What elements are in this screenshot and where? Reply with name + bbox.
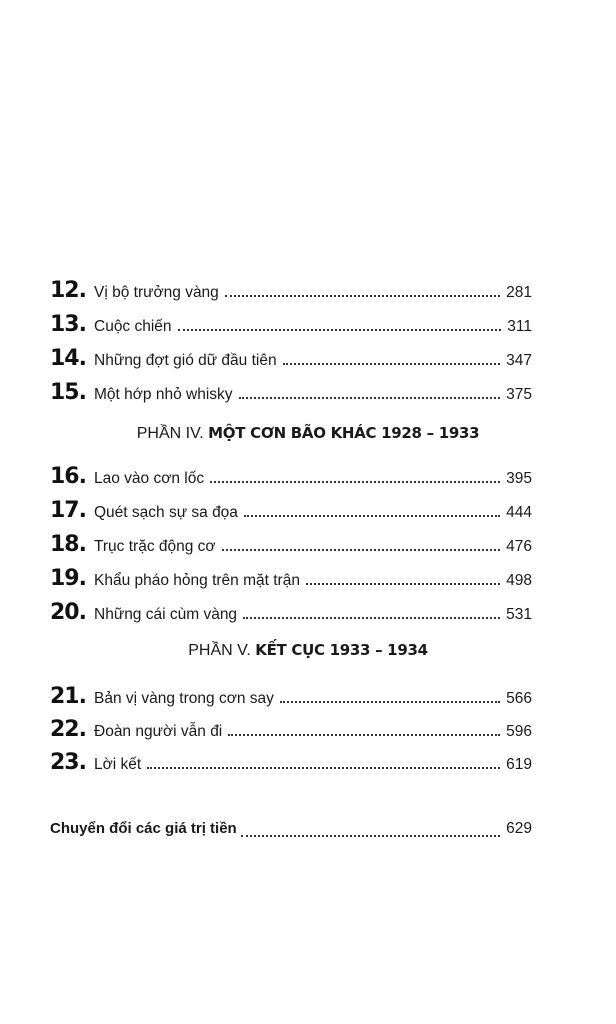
dot-leader xyxy=(280,701,500,703)
toc-entry-18[interactable] xyxy=(50,532,532,560)
toc-entry-17[interactable] xyxy=(50,498,532,526)
chapter-number: 19. xyxy=(50,566,86,591)
toc-entry-16[interactable] xyxy=(50,464,532,492)
dot-leader xyxy=(178,329,502,331)
dot-leader xyxy=(243,617,500,619)
chapter-title: Trục trặc động cơ xyxy=(94,538,216,555)
toc-entry-22[interactable] xyxy=(50,717,532,745)
chapter-title: Cuộc chiến xyxy=(94,318,172,335)
chapter-number: 16. xyxy=(50,464,86,489)
chapter-title: Vị bộ trưởng vàng xyxy=(94,284,219,301)
page-number: 566 xyxy=(506,690,532,707)
dot-leader xyxy=(239,397,501,399)
page-number: 596 xyxy=(506,723,532,740)
page-number: 629 xyxy=(506,820,532,837)
page-number: 281 xyxy=(506,284,532,301)
page-number: 311 xyxy=(507,318,532,335)
chapter-number: 18. xyxy=(50,532,86,557)
part-prefix: PHẦN IV. xyxy=(136,425,204,442)
chapter-title: Những đợt gió dữ đầu tiên xyxy=(94,352,277,369)
toc-entry-12[interactable] xyxy=(50,278,532,306)
chapter-title: Lao vào cơn lốc xyxy=(94,470,205,487)
chapter-title: Đoàn người vẫn đi xyxy=(94,723,223,740)
dot-leader xyxy=(225,295,500,297)
dot-leader xyxy=(244,515,500,517)
dot-leader xyxy=(228,734,500,736)
chapter-title: Những cái cùm vàng xyxy=(94,606,238,623)
toc-entry-appendix[interactable] xyxy=(50,820,532,846)
toc-entry-19[interactable] xyxy=(50,566,532,594)
chapter-number: 22. xyxy=(50,717,86,742)
chapter-number: 15. xyxy=(50,380,86,405)
chapter-title: Bản vị vàng trong cơn say xyxy=(94,690,274,707)
dot-leader xyxy=(147,767,500,769)
dot-leader xyxy=(306,583,500,585)
chapter-number: 17. xyxy=(50,498,86,523)
dot-leader xyxy=(283,363,501,365)
page-number: 619 xyxy=(506,756,532,773)
chapter-number: 21. xyxy=(50,684,86,709)
toc-entry-14[interactable] xyxy=(50,346,532,374)
chapter-title: Một hớp nhỏ whisky xyxy=(94,386,233,403)
dot-leader xyxy=(222,549,501,551)
page-number: 531 xyxy=(506,606,532,623)
page-number: 395 xyxy=(506,470,532,487)
page-number: 498 xyxy=(506,572,532,589)
chapter-number: 20. xyxy=(50,600,86,625)
part-title: MỘT CƠN BÃO KHÁC 1928 – 1933 xyxy=(208,424,480,442)
dot-leader xyxy=(210,481,500,483)
chapter-title: Quét sạch sự sa đọa xyxy=(94,504,238,521)
chapter-title: Khẩu pháo hỏng trên mặt trận xyxy=(94,572,300,589)
toc-entry-13[interactable] xyxy=(50,312,532,340)
chapter-number: 14. xyxy=(50,346,86,371)
chapter-number: 23. xyxy=(50,750,86,775)
toc-entry-21[interactable] xyxy=(50,684,532,712)
page-number: 476 xyxy=(506,538,532,555)
chapter-title: Lời kết xyxy=(94,756,142,773)
part-title: KẾT CỤC 1933 – 1934 xyxy=(255,641,428,659)
page-number: 347 xyxy=(506,352,532,369)
chapter-number: 12. xyxy=(50,278,86,303)
toc-entry-15[interactable] xyxy=(50,380,532,408)
part-4-heading[interactable] xyxy=(0,424,616,448)
part-5-heading[interactable] xyxy=(0,641,616,665)
toc-entry-23[interactable] xyxy=(50,750,532,778)
chapter-number: 13. xyxy=(50,312,86,337)
page-number: 444 xyxy=(506,504,532,521)
part-prefix: PHẦN V. xyxy=(188,642,251,659)
appendix-title: Chuyển đổi các giá trị tiền xyxy=(50,820,237,837)
dot-leader xyxy=(241,835,500,837)
page-number: 375 xyxy=(506,386,532,403)
toc-entry-20[interactable] xyxy=(50,600,532,628)
